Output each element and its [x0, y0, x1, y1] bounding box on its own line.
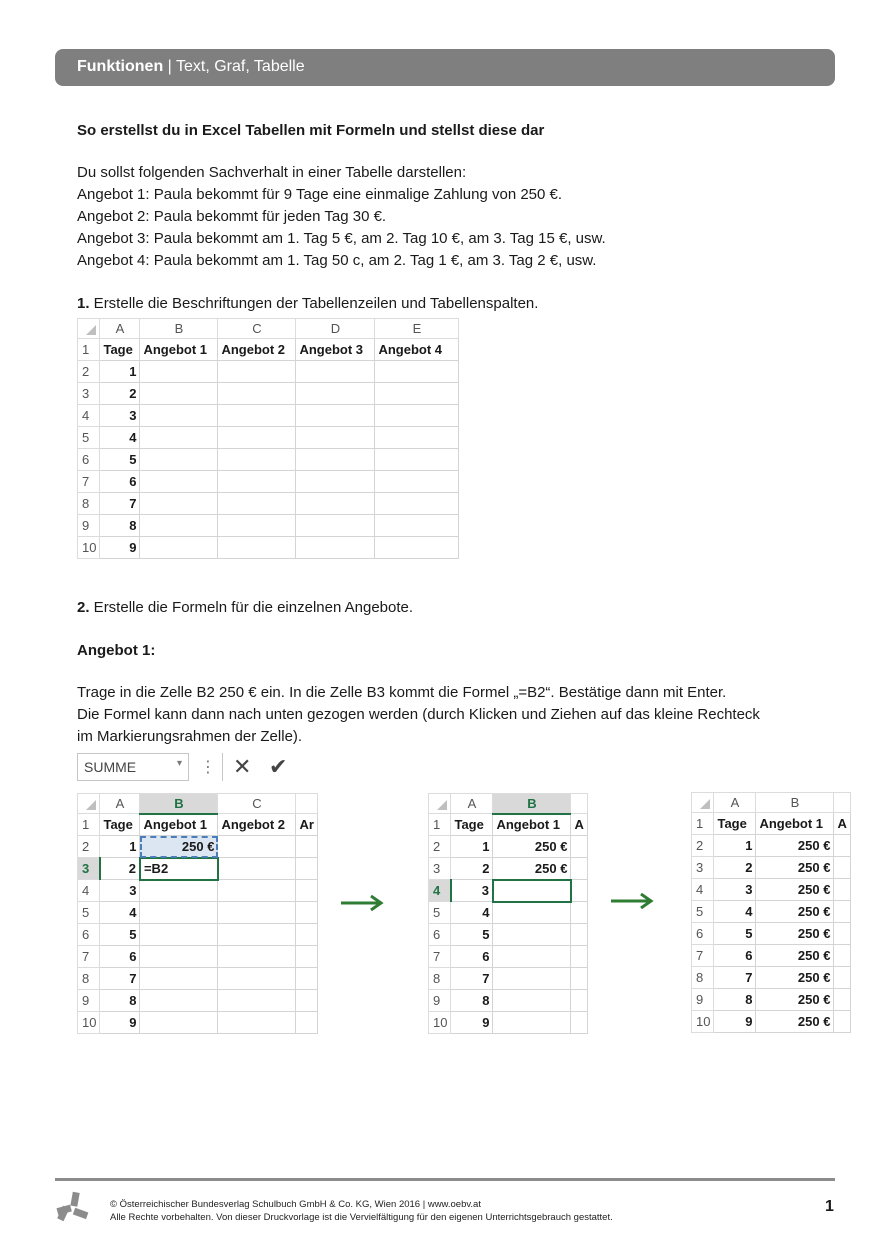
row-header[interactable]: 3	[429, 858, 451, 880]
section-header	[55, 49, 835, 86]
cell[interactable]	[375, 405, 459, 427]
angebot1-line: Trage in die Zelle B2 250 € ein. In die Zelle B3 kommt die Formel „=B2“. Bestätige dann mit Enter.	[77, 684, 727, 701]
cell[interactable]	[218, 990, 296, 1012]
cell[interactable]: Angebot 3	[296, 339, 375, 361]
cell[interactable]	[140, 449, 218, 471]
col-header[interactable]: B	[756, 793, 834, 813]
cell[interactable]: 2	[100, 383, 140, 405]
row-header[interactable]: 10	[78, 1012, 100, 1034]
cell[interactable]	[296, 383, 375, 405]
row-header[interactable]: 6	[692, 923, 714, 945]
cell[interactable]	[218, 858, 296, 880]
cell[interactable]	[218, 537, 296, 559]
page-heading: So erstellst du in Excel Tabellen mit Formeln und stellst diese dar	[77, 122, 545, 139]
cell[interactable]	[834, 901, 850, 923]
cell[interactable]	[218, 471, 296, 493]
cell[interactable]: 6	[100, 471, 140, 493]
cell-b2-copy-source[interactable]: 250 €	[140, 836, 218, 858]
cell[interactable]	[834, 879, 850, 901]
select-all-corner[interactable]	[78, 319, 100, 339]
excel-table-c	[691, 792, 851, 1033]
row-header[interactable]: 8	[692, 967, 714, 989]
cell[interactable]	[834, 835, 850, 857]
intro-line: Angebot 2: Paula bekommt für jeden Tag 30 €.	[77, 208, 387, 225]
step2	[77, 597, 413, 619]
cell[interactable]	[375, 361, 459, 383]
cell[interactable]	[296, 493, 375, 515]
header-rest: | Text, Graf, Tabelle	[163, 58, 305, 75]
col-header[interactable]	[834, 793, 850, 813]
name-box[interactable]	[77, 753, 189, 781]
cell[interactable]: 6	[100, 946, 140, 968]
angebot1-text	[77, 682, 760, 748]
row-header[interactable]: 9	[692, 989, 714, 1011]
cell[interactable]: 2	[714, 857, 756, 879]
col-header[interactable]: C	[218, 319, 296, 339]
cell[interactable]: A	[834, 813, 850, 835]
cell[interactable]	[140, 405, 218, 427]
cell[interactable]	[296, 427, 375, 449]
cell[interactable]: 250 €	[493, 836, 571, 858]
excel-table-a	[77, 793, 318, 1034]
row-header[interactable]: 5	[78, 427, 100, 449]
intro-line: Angebot 4: Paula bekommt am 1. Tag 50 c, am 2. Tag 1 €, am 3. Tag 2 €, usw.	[77, 252, 597, 269]
cell[interactable]	[140, 1012, 218, 1034]
step1-text: Erstelle die Beschriftungen der Tabellenzeilen und Tabellenspalten.	[89, 295, 539, 312]
cell[interactable]	[493, 968, 571, 990]
cell[interactable]: 9	[100, 1012, 140, 1034]
cell[interactable]	[296, 471, 375, 493]
cell[interactable]	[834, 945, 850, 967]
cell[interactable]: 2	[100, 858, 140, 880]
angebot1-title: Angebot 1:	[77, 642, 156, 659]
cell[interactable]: 250 €	[756, 835, 834, 857]
cell[interactable]	[493, 902, 571, 924]
cell[interactable]: 8	[100, 515, 140, 537]
cell[interactable]	[296, 1012, 317, 1034]
row-header-selected[interactable]: 4	[429, 880, 451, 902]
cell[interactable]	[493, 946, 571, 968]
cell[interactable]: 5	[451, 924, 493, 946]
cell[interactable]	[218, 361, 296, 383]
cell[interactable]: 1	[714, 835, 756, 857]
cell[interactable]	[140, 946, 218, 968]
row-header[interactable]: 3	[78, 383, 100, 405]
row-header[interactable]: 8	[78, 968, 100, 990]
row-header[interactable]: 2	[78, 361, 100, 383]
col-header[interactable]: C	[218, 794, 296, 814]
cell[interactable]	[375, 515, 459, 537]
angebot1-line: Die Formel kann dann nach unten gezogen werden (durch Klicken und Ziehen auf das kleine Rechteck	[77, 706, 760, 723]
cell[interactable]	[834, 989, 850, 1011]
col-header-selected[interactable]: B	[493, 794, 571, 814]
col-header[interactable]: A	[714, 793, 756, 813]
cell[interactable]: Angebot 1	[756, 813, 834, 835]
cell[interactable]	[375, 537, 459, 559]
select-all-corner[interactable]	[692, 793, 714, 813]
cell[interactable]	[218, 383, 296, 405]
cell[interactable]	[218, 924, 296, 946]
cell[interactable]: 9	[714, 1011, 756, 1033]
cell[interactable]: 5	[714, 923, 756, 945]
row-header[interactable]: 7	[692, 945, 714, 967]
cell[interactable]	[296, 858, 317, 880]
cell[interactable]: Tage	[100, 814, 140, 836]
row-header[interactable]: 6	[429, 924, 451, 946]
row-header[interactable]: 7	[78, 946, 100, 968]
excel-table-1	[77, 318, 459, 559]
cell[interactable]: 250 €	[756, 923, 834, 945]
cell[interactable]: Angebot 1	[140, 814, 218, 836]
cell[interactable]	[375, 383, 459, 405]
cell[interactable]	[493, 1012, 571, 1034]
row-header[interactable]: 4	[692, 879, 714, 901]
cell[interactable]	[140, 990, 218, 1012]
cell[interactable]: Angebot 4	[375, 339, 459, 361]
cell[interactable]: 250 €	[756, 1011, 834, 1033]
row-header[interactable]: 5	[429, 902, 451, 924]
cell[interactable]: 7	[714, 967, 756, 989]
cell[interactable]: 4	[451, 902, 493, 924]
cell[interactable]	[296, 537, 375, 559]
formula-controls	[222, 753, 314, 781]
cell[interactable]	[218, 515, 296, 537]
cell[interactable]	[218, 946, 296, 968]
intro-text	[77, 162, 606, 272]
cell[interactable]	[296, 836, 317, 858]
active-cell-b4[interactable]	[493, 880, 571, 902]
cell[interactable]	[296, 902, 317, 924]
intro-line: Du sollst folgenden Sachverhalt in einer Tabelle darstellen:	[77, 164, 467, 181]
cell[interactable]: 8	[714, 989, 756, 1011]
col-header[interactable]: A	[100, 319, 140, 339]
row-header[interactable]: 6	[78, 449, 100, 471]
row-header[interactable]: 1	[692, 813, 714, 835]
cell[interactable]: 250 €	[756, 857, 834, 879]
row-header[interactable]: 2	[429, 836, 451, 858]
cell[interactable]: A	[571, 814, 587, 836]
cell[interactable]: 9	[100, 537, 140, 559]
row-header[interactable]: 3	[692, 857, 714, 879]
cell[interactable]	[140, 471, 218, 493]
row-header[interactable]: 7	[429, 946, 451, 968]
cancel-icon[interactable]: ✕	[233, 754, 252, 779]
select-all-corner[interactable]	[78, 794, 100, 814]
chevron-down-icon[interactable]: ▾	[176, 758, 182, 769]
cell[interactable]	[296, 515, 375, 537]
cell[interactable]	[140, 383, 218, 405]
row-header[interactable]: 4	[78, 405, 100, 427]
step1	[77, 293, 538, 315]
cell[interactable]	[571, 836, 587, 858]
more-icon: ⋮	[200, 759, 215, 776]
cell[interactable]: Angebot 1	[140, 339, 218, 361]
col-header[interactable]: A	[100, 794, 140, 814]
row-header[interactable]: 8	[78, 493, 100, 515]
cell[interactable]: 1	[100, 836, 140, 858]
confirm-icon[interactable]: ✔	[269, 754, 288, 779]
row-header[interactable]: 10	[692, 1011, 714, 1033]
cell[interactable]	[375, 427, 459, 449]
row-header[interactable]: 7	[78, 471, 100, 493]
cell[interactable]	[834, 923, 850, 945]
cell[interactable]	[375, 449, 459, 471]
cell[interactable]	[571, 924, 587, 946]
cell[interactable]: 250 €	[756, 879, 834, 901]
col-header[interactable]: E	[375, 319, 459, 339]
col-header-selected[interactable]: B	[140, 794, 218, 814]
cell[interactable]	[218, 880, 296, 902]
row-header[interactable]: 8	[429, 968, 451, 990]
cell[interactable]: Angebot 2	[218, 814, 296, 836]
footer-divider	[55, 1178, 835, 1181]
row-header[interactable]: 1	[78, 339, 100, 361]
cell[interactable]	[296, 405, 375, 427]
cell[interactable]	[493, 990, 571, 1012]
cell[interactable]	[375, 471, 459, 493]
cell[interactable]: 8	[100, 990, 140, 1012]
intro-line: Angebot 3: Paula bekommt am 1. Tag 5 €, am 2. Tag 10 €, am 3. Tag 15 €, usw.	[77, 230, 606, 247]
cell[interactable]: 4	[100, 427, 140, 449]
step2-number: 2.	[77, 599, 90, 616]
cell[interactable]: 6	[714, 945, 756, 967]
cell[interactable]	[296, 880, 317, 902]
intro-line: Angebot 1: Paula bekommt für 9 Tage eine einmalige Zahlung von 250 €.	[77, 186, 563, 203]
cell[interactable]	[493, 924, 571, 946]
col-header[interactable]: D	[296, 319, 375, 339]
cell[interactable]: 8	[451, 990, 493, 1012]
cell[interactable]	[140, 902, 218, 924]
cell[interactable]	[140, 361, 218, 383]
cell[interactable]	[375, 493, 459, 515]
row-header[interactable]: 9	[429, 990, 451, 1012]
cell[interactable]: 7	[100, 968, 140, 990]
name-box-value: SUMME	[84, 759, 137, 775]
row-header[interactable]: 5	[78, 902, 100, 924]
cell[interactable]: Angebot 1	[493, 814, 571, 836]
row-header[interactable]: 6	[78, 924, 100, 946]
cell[interactable]: 3	[451, 880, 493, 902]
cell[interactable]: 9	[451, 1012, 493, 1034]
publisher-logo-icon	[55, 1190, 91, 1226]
header-bold: Funktionen	[77, 58, 164, 75]
cell[interactable]: 3	[100, 880, 140, 902]
cell[interactable]: 250 €	[756, 989, 834, 1011]
cell[interactable]: 5	[100, 449, 140, 471]
row-header[interactable]: 1	[78, 814, 100, 836]
cell[interactable]	[218, 968, 296, 990]
step2-text: Erstelle die Formeln für die einzelnen Angebote.	[89, 599, 414, 616]
cell[interactable]: 4	[100, 902, 140, 924]
row-header[interactable]: 1	[429, 814, 451, 836]
arrow-right-icon	[341, 895, 387, 911]
col-header[interactable]: A	[451, 794, 493, 814]
cell[interactable]: 250 €	[756, 967, 834, 989]
cell[interactable]	[218, 1012, 296, 1034]
row-header[interactable]: 10	[429, 1012, 451, 1034]
cell[interactable]	[834, 857, 850, 879]
cell[interactable]: Tage	[100, 339, 140, 361]
page-number: 1	[825, 1198, 834, 1215]
col-header[interactable]	[571, 794, 587, 814]
angebot1-line: im Markierungsrahmen der Zelle).	[77, 728, 303, 745]
cell[interactable]: 250 €	[756, 901, 834, 923]
cell[interactable]: 1	[451, 836, 493, 858]
row-header[interactable]: 10	[78, 537, 100, 559]
cell[interactable]: 5	[100, 924, 140, 946]
cell[interactable]	[296, 361, 375, 383]
cell[interactable]: 250 €	[756, 945, 834, 967]
cell[interactable]	[834, 967, 850, 989]
cell[interactable]	[296, 449, 375, 471]
cell[interactable]	[571, 858, 587, 880]
cell[interactable]: 2	[451, 858, 493, 880]
cell[interactable]	[140, 968, 218, 990]
cell[interactable]: 7	[451, 968, 493, 990]
cell[interactable]	[571, 880, 587, 902]
row-header[interactable]: 9	[78, 990, 100, 1012]
cell-b3-formula[interactable]: =B2	[140, 858, 218, 880]
cell[interactable]	[571, 902, 587, 924]
cell[interactable]	[296, 946, 317, 968]
row-header[interactable]: 2	[692, 835, 714, 857]
cell[interactable]: 7	[100, 493, 140, 515]
copyright-line: © Österreichischer Bundesverlag Schulbuch GmbH & Co. KG, Wien 2016 | www.oebv.at	[110, 1199, 481, 1210]
row-header[interactable]: 2	[78, 836, 100, 858]
row-header[interactable]: 5	[692, 901, 714, 923]
cell[interactable]	[140, 515, 218, 537]
cell[interactable]: Tage	[714, 813, 756, 835]
cell[interactable]	[218, 405, 296, 427]
cell[interactable]	[571, 1012, 587, 1034]
row-header[interactable]: 9	[78, 515, 100, 537]
cell[interactable]	[834, 1011, 850, 1033]
cell[interactable]	[296, 924, 317, 946]
cell[interactable]	[140, 924, 218, 946]
col-header[interactable]	[296, 794, 317, 814]
excel-table-b	[428, 793, 588, 1034]
cell[interactable]	[218, 449, 296, 471]
arrow-right-icon	[611, 893, 657, 909]
cell[interactable]: 6	[451, 946, 493, 968]
cell[interactable]	[140, 427, 218, 449]
cell[interactable]	[218, 493, 296, 515]
cell[interactable]: Ar	[296, 814, 317, 836]
row-header[interactable]: 4	[78, 880, 100, 902]
cell[interactable]: Tage	[451, 814, 493, 836]
cell[interactable]: 250 €	[493, 858, 571, 880]
cell[interactable]	[296, 990, 317, 1012]
row-header-selected[interactable]: 3	[78, 858, 100, 880]
cell[interactable]	[296, 968, 317, 990]
cell[interactable]	[218, 427, 296, 449]
cell[interactable]	[571, 946, 587, 968]
cell[interactable]: Angebot 2	[218, 339, 296, 361]
cell[interactable]: 1	[100, 361, 140, 383]
cell[interactable]: 3	[714, 879, 756, 901]
copyright-notice	[110, 1198, 613, 1224]
cell[interactable]	[218, 902, 296, 924]
rights-line: Alle Rechte vorbehalten. Von dieser Druckvorlage ist die Vervielfältigung für den eigenen Unterrichtsgebrauch gestattet.	[110, 1212, 613, 1223]
cell[interactable]	[140, 880, 218, 902]
step1-number: 1.	[77, 295, 90, 312]
col-header[interactable]: B	[140, 319, 218, 339]
cell[interactable]	[218, 836, 296, 858]
cell[interactable]	[140, 493, 218, 515]
cell[interactable]	[571, 990, 587, 1012]
select-all-corner[interactable]	[429, 794, 451, 814]
cell[interactable]	[571, 968, 587, 990]
cell[interactable]	[140, 537, 218, 559]
cell[interactable]: 3	[100, 405, 140, 427]
cell[interactable]: 4	[714, 901, 756, 923]
